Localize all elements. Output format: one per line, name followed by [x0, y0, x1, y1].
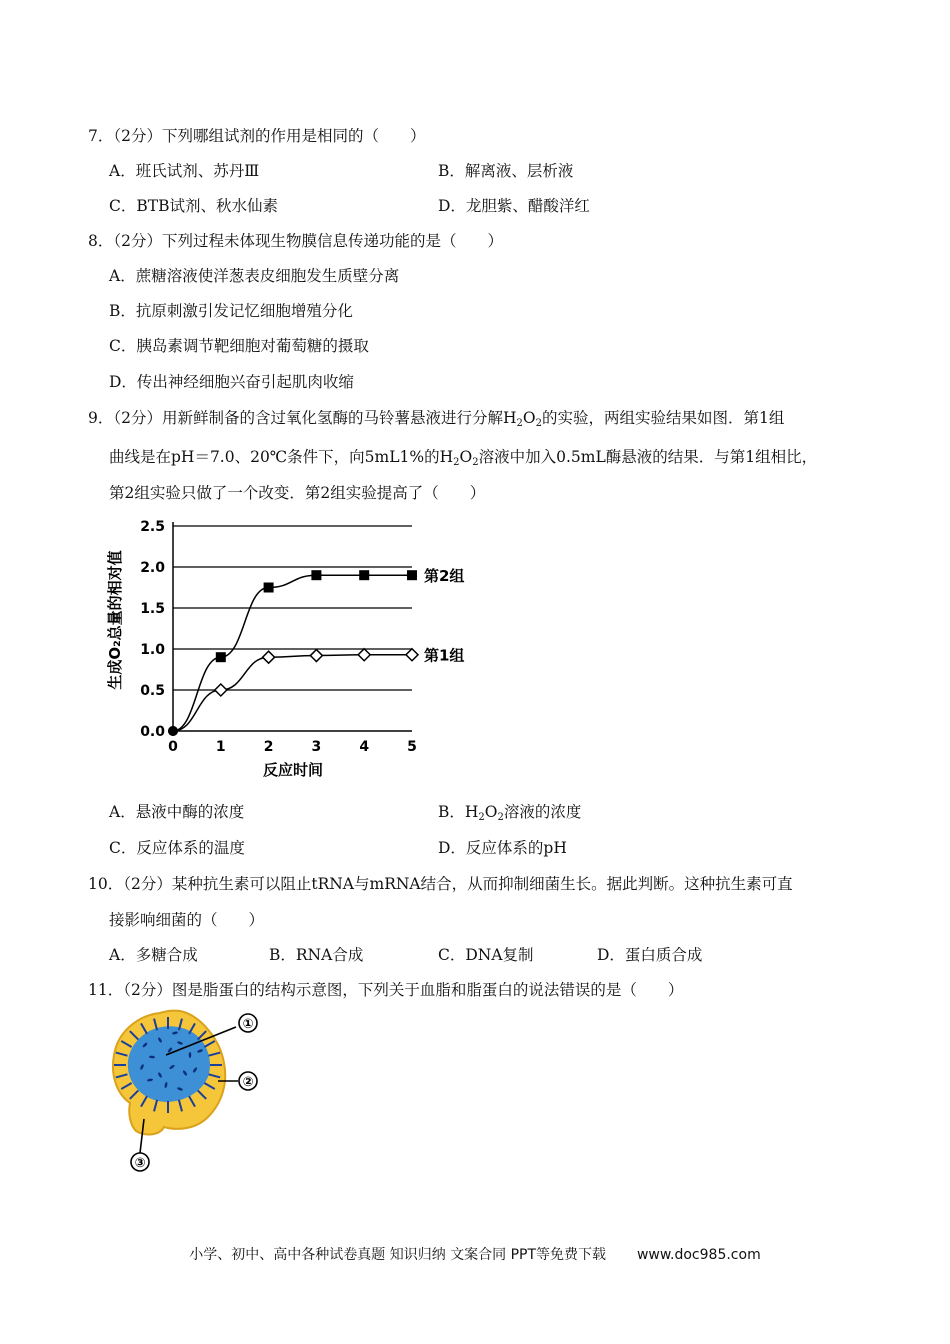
lipoprotein-diagram: [100, 985, 280, 1175]
data-point: [310, 650, 322, 662]
x-axis-label: 反应时间: [262, 761, 324, 779]
x-tick-label: 1: [215, 739, 226, 755]
y-tick-label: 2.5: [140, 519, 165, 535]
y-tick-label: 0.0: [140, 724, 165, 740]
lipid-dot: [189, 1052, 192, 1058]
q9-option-a[interactable]: A．悬液中酶的浓度: [109, 803, 245, 821]
x-tick-label: 5: [407, 739, 417, 755]
label-1: ①: [242, 1017, 254, 1032]
y-tick-label: 1.0: [140, 642, 165, 658]
q7-option-a[interactable]: A．班氏试剂、苏丹Ⅲ: [109, 162, 260, 180]
x-tick-label: 2: [263, 739, 274, 755]
q10-option-d[interactable]: D．蛋白质合成: [597, 946, 703, 964]
q7-stem: 7．（2分）下列哪组试剂的作用是相同的（ ）: [88, 127, 426, 145]
q10-option-a[interactable]: A．多糖合成: [109, 946, 198, 964]
y-axis-label: 生成O₂总量的相对值: [106, 550, 124, 690]
q11-stem: 11．（2分）图是脂蛋白的结构示意图，下列关于血脂和脂蛋白的说法错误的是（ ）: [88, 981, 684, 999]
data-point: [215, 684, 227, 696]
series-label: 第1组: [424, 646, 465, 665]
footer-text: 小学、初中、高中各种试卷真题 知识归纳 文案合同 PPT等免费下载: [189, 1247, 607, 1263]
q10-option-c[interactable]: C．DNA复制: [438, 946, 534, 964]
label-2: ②: [242, 1075, 254, 1090]
footer-site[interactable]: www.doc985.com: [636, 1247, 761, 1263]
data-point: [264, 583, 274, 593]
o2-chart: [100, 512, 480, 784]
data-point: [311, 570, 321, 580]
origin-point: [168, 726, 178, 736]
data-point: [263, 651, 275, 663]
q10-stem-line1: 10．（2分）某种抗生素可以阻止tRNA与mRNA结合，从而抑制细菌生长。据此判断。这种抗生素可直: [88, 875, 793, 893]
q8-option-d[interactable]: D．传出神经细胞兴奋引起肌肉收缩: [109, 373, 354, 391]
x-tick-label: 0: [168, 739, 178, 755]
data-point: [406, 649, 418, 661]
footer: [0, 1244, 950, 1264]
data-point: [216, 652, 226, 662]
q9-option-c[interactable]: C．反应体系的温度: [109, 839, 245, 857]
data-point: [407, 570, 417, 580]
x-tick-label: 3: [311, 739, 322, 755]
y-tick-label: 1.5: [140, 601, 165, 617]
q9-option-b[interactable]: B．$H_2O_2$溶液的浓度: [438, 803, 582, 823]
q8-option-c[interactable]: C．胰岛素调节靶细胞对葡萄糖的摄取: [109, 337, 369, 355]
q7-option-d[interactable]: D．龙胆紫、醋酸洋红: [438, 197, 590, 215]
label-3: ③: [134, 1156, 146, 1171]
q9-stem-line3: 第2组实验只做了一个改变．第2组实验提高了（ ）: [109, 484, 486, 502]
q10-option-b[interactable]: B．RNA合成: [269, 946, 364, 964]
q9-stem-line1: 9．（2分）用新鲜制备的含过氧化氢酶的马铃薯悬液进行分解$H_2O_2$的实验，两组实验结果如图．第1组: [88, 409, 785, 429]
x-tick-label: 4: [359, 739, 370, 755]
q8-option-a[interactable]: A．蔗糖溶液使洋葱表皮细胞发生质壁分离: [109, 267, 400, 285]
y-tick-label: 0.5: [140, 683, 165, 699]
q10-stem-line2: 接影响细菌的（ ）: [109, 911, 265, 929]
q9-stem-line2: 曲线是在pH＝7.0、20℃条件下，向5mL1%的$H_2O_2$溶液中加入0.5mL酶悬液的结果．与第1组相比，: [109, 448, 818, 468]
y-tick-label: 2.0: [140, 560, 165, 576]
q7-option-b[interactable]: B．解离液、层析液: [438, 162, 574, 180]
data-point: [358, 649, 370, 661]
q9-option-d[interactable]: D．反应体系的pH: [438, 839, 567, 857]
series-label: 第2组: [424, 567, 465, 586]
q8-stem: 8．（2分）下列过程未体现生物膜信息传递功能的是（ ）: [88, 232, 503, 250]
q7-option-c[interactable]: C．BTB试剂、秋水仙素: [109, 197, 278, 215]
q8-option-b[interactable]: B．抗原刺激引发记忆细胞增殖分化: [109, 302, 353, 320]
series-line: [173, 575, 412, 731]
data-point: [359, 570, 369, 580]
